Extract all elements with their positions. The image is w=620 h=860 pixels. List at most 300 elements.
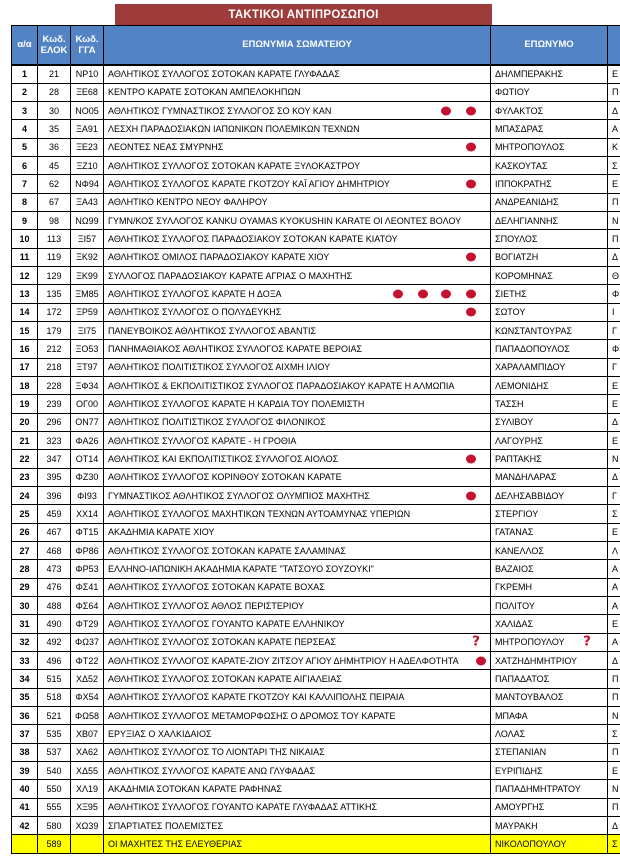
surname-text: ΣΤΕΠΑΝΙΑΝ (495, 747, 547, 758)
cell-surname (491, 706, 608, 724)
table-row (12, 377, 620, 395)
cell-index: 22 (12, 450, 38, 468)
cell-cutoff-fragment: Α (608, 120, 620, 138)
cell-cutoff-fragment: Σ (608, 505, 620, 523)
table-row (12, 670, 620, 688)
surname-text: ΠΑΠΑΔΟΠΟΥΛΟΣ (495, 344, 570, 355)
cell-cutoff-fragment: Ε (608, 395, 620, 413)
club-name-text: ΓΥΜΝΑΣΤΙΚΟΣ ΑΘΛΗΤΙΚΟΣ ΣΥΛΛΟΓΟΣ ΟΛΥΜΠΙΟΣ ΜΑΧΗΤΗΣ (108, 490, 370, 501)
cell-cutoff-fragment: Ε (608, 65, 620, 83)
cell-elok-code: 589 (38, 835, 71, 854)
cell-club-name (104, 432, 491, 450)
column-header-surname: ΕΠΩΝΥΜΟ (491, 26, 608, 66)
cell-club-name (104, 377, 491, 395)
surname-text: ΜΗΤΡΟΠΟΥΛΟΥ (495, 637, 565, 648)
club-name-text: ΑΘΛΗΤΙΚΟΣ ΣΥΛΛΟΓΟΣ ΜΕΤΑΜΟΡΦΩΣΗΣ Ο ΔΡΟΜΟΣ ΤΟΥ ΚΑΡΑΤΕ (108, 710, 396, 721)
surname-text: ΛΕΜΟΝΙΔΗΣ (495, 380, 549, 391)
cell-surname (491, 725, 608, 743)
cell-index: 21 (12, 432, 38, 450)
cell-surname (491, 652, 608, 670)
cell-gga-code: ΧΧ14 (71, 505, 104, 523)
cell-elok-code: 492 (38, 633, 71, 651)
club-name-text: ΚΕΝΤΡΟ ΚΑΡΑΤΕ ΣΟΤΟΚΑΝ ΑΜΠΕΛΟΚΗΠΩΝ (108, 87, 301, 98)
cell-cutoff-fragment: Κ (608, 138, 620, 156)
cell-gga-code: ΦΤ15 (71, 523, 104, 541)
cell-gga-code: ΧΑ62 (71, 743, 104, 761)
table-row (12, 468, 620, 486)
cell-cutoff-fragment: Π (608, 230, 620, 248)
cell-index (12, 835, 38, 854)
cell-surname (491, 468, 608, 486)
cell-gga-code: ΦΩ37 (71, 633, 104, 651)
cell-surname (491, 450, 608, 468)
club-name-text: ΑΘΛΗΤΙΚΟΣ ΣΥΛΛΟΓΟΣ ΣΟΤΟΚΑΝ ΚΑΡΑΤΕ ΣΑΛΑΜΙΝΑΣ (108, 545, 346, 556)
table-row (12, 798, 620, 816)
cell-elok-code: 488 (38, 597, 71, 615)
cell-index: 11 (12, 248, 38, 266)
cell-index: 30 (12, 597, 38, 615)
cell-elok-code: 67 (38, 193, 71, 211)
table-row (12, 303, 620, 321)
cell-index: 37 (12, 725, 38, 743)
red-dot-marker (393, 290, 403, 299)
cell-surname (491, 615, 608, 633)
cell-gga-code: ΦΧ54 (71, 688, 104, 706)
cell-index: 36 (12, 706, 38, 724)
surname-text: ΔΕΛΗΣΑΒΒΙΔΟΥ (495, 490, 565, 501)
cell-cutoff-fragment: Π (608, 688, 620, 706)
table-row (12, 413, 620, 431)
cell-elok-code: 98 (38, 212, 71, 230)
cell-surname (491, 523, 608, 541)
club-name-text: ΑΘΛΗΤΙΚΟΣ ΣΥΛΛΟΓΟΣ ΓΟΥΑΝΤΟ ΚΑΡΑΤΕ ΕΛΛΗΝΙΚΟΥ (108, 619, 345, 629)
table-row (12, 212, 620, 230)
club-name-text: ΟΙ ΜΑΧΗΤΕΣ ΤΗΣ ΕΛΕΥΘΕΡΙΑΣ (108, 839, 243, 850)
cell-cutoff-fragment: Γ (608, 358, 620, 376)
club-name-text: ΣΥΛΛΟΓΟΣ ΠΑΡΑΔΟΣΙΑΚΟΥ ΚΑΡΑΤΕ ΑΓΡΙΑΣ Ο ΜΑΧΗΤΗΣ (108, 270, 353, 281)
cell-cutoff-fragment: Σ (608, 157, 620, 175)
club-name-text: ΑΘΛΗΤΙΚΟΣ ΠΟΛΙΤΙΣΤΙΚΟΣ ΣΥΛΛΟΓΟΣ ΦΙΛΟΝΙΚΟΣ (108, 417, 326, 428)
cell-elok-code: 21 (38, 65, 71, 83)
cell-index: 6 (12, 157, 38, 175)
cell-cutoff-fragment: Α (608, 597, 620, 615)
column-header-gga-code: Κωδ. ΓΓΑ (71, 26, 104, 66)
cell-club-name (104, 102, 491, 120)
table-row (12, 523, 620, 541)
club-name-text: ΛΕΟΝΤΕΣ ΝΕΑΣ ΣΜΥΡΝΗΣ (108, 142, 224, 153)
red-dot-marker (466, 253, 476, 262)
cell-cutoff-fragment: Ν (608, 450, 620, 468)
cell-surname (491, 505, 608, 523)
cell-elok-code: 395 (38, 468, 71, 486)
cell-gga-code: ΞΑ43 (71, 193, 104, 211)
table-row (12, 688, 620, 706)
surname-text: ΚΑΣΚΟΥΤΑΣ (495, 160, 548, 171)
cell-club-name (104, 322, 491, 340)
cell-club-name (104, 120, 491, 138)
table-row (12, 761, 620, 779)
cell-club-name (104, 230, 491, 248)
cell-surname (491, 395, 608, 413)
cell-gga-code: ΦΣ64 (71, 597, 104, 615)
red-dot-marker (466, 308, 476, 317)
surname-text: ΓΑΤΑΝΑΣ (495, 527, 534, 538)
red-dot-marker (466, 290, 476, 299)
cell-gga-code: ΟΓ00 (71, 395, 104, 413)
cell-index: 24 (12, 487, 38, 505)
column-header-cutoff (608, 26, 620, 66)
cell-cutoff-fragment: Α (608, 560, 620, 578)
cell-club-name (104, 725, 491, 743)
header-row (12, 26, 620, 66)
cell-elok-code: 45 (38, 157, 71, 175)
table-row (12, 120, 620, 138)
red-dot-marker (466, 455, 476, 464)
cell-surname (491, 358, 608, 376)
cell-elok-code: 172 (38, 303, 71, 321)
cell-surname (491, 578, 608, 596)
cell-index: 14 (12, 303, 38, 321)
cell-gga-code: ΞΚ92 (71, 248, 104, 266)
cell-elok-code: 239 (38, 395, 71, 413)
table-row (12, 65, 620, 83)
cell-index: 23 (12, 468, 38, 486)
cell-gga-code: ΞΦ34 (71, 377, 104, 395)
cell-index: 4 (12, 120, 38, 138)
table-row (12, 743, 620, 761)
cell-index: 2 (12, 83, 38, 101)
cell-elok-code: 35 (38, 120, 71, 138)
club-name-text: ΑΚΑΔΗΜΙΑ ΣΟΤΟΚΑΝ ΚΑΡΑΤΕ ΡΑΦΗΝΑΣ (108, 783, 282, 794)
cell-index: 38 (12, 743, 38, 761)
cell-club-name (104, 413, 491, 431)
cell-club-name (104, 267, 491, 285)
cell-index: 18 (12, 377, 38, 395)
cell-gga-code: ΞΡ59 (71, 303, 104, 321)
cell-index: 31 (12, 615, 38, 633)
cell-elok-code: 537 (38, 743, 71, 761)
table-row (12, 542, 620, 560)
red-question-mark: ? (583, 633, 591, 650)
cell-cutoff-fragment: Ν (608, 780, 620, 798)
cell-cutoff-fragment: Δ (608, 413, 620, 431)
surname-text: ΠΑΠΑΔΑΤΟΣ (495, 673, 550, 684)
cell-gga-code: ΞΚ99 (71, 267, 104, 285)
cell-club-name (104, 248, 491, 266)
surname-text: ΠΟΛΙΤΟΥ (495, 600, 535, 611)
cell-surname (491, 175, 608, 193)
cell-cutoff-fragment: Π (608, 193, 620, 211)
cell-club-name (104, 395, 491, 413)
cell-cutoff-fragment: Γ (608, 322, 620, 340)
surname-text: ΣΥΛΙΒΟΥ (495, 417, 534, 428)
cell-club-name (104, 615, 491, 633)
table-row (12, 138, 620, 156)
cell-surname (491, 798, 608, 816)
red-dot-marker (441, 106, 451, 115)
table-row (12, 157, 620, 175)
cell-elok-code: 515 (38, 670, 71, 688)
surname-text: ΜΠΑΦΑ (495, 710, 528, 721)
cell-elok-code: 347 (38, 450, 71, 468)
surname-text: ΒΑΖΑΙΟΣ (495, 564, 534, 575)
cell-cutoff-fragment: Ι (608, 303, 620, 321)
cell-club-name (104, 688, 491, 706)
cell-club-name (104, 560, 491, 578)
cell-club-name (104, 193, 491, 211)
surname-text: ΣΙΕΤΗΣ (495, 289, 527, 300)
cell-elok-code: 535 (38, 725, 71, 743)
red-dot-marker (466, 143, 476, 152)
table-title-banner (115, 4, 492, 25)
cell-elok-code: 129 (38, 267, 71, 285)
cell-gga-code: ΧΩ39 (71, 816, 104, 834)
cell-gga-code: ΞΕ23 (71, 138, 104, 156)
cell-elok-code: 396 (38, 487, 71, 505)
cell-club-name (104, 816, 491, 834)
cell-gga-code: ΦΙ93 (71, 487, 104, 505)
cell-index: 19 (12, 395, 38, 413)
club-name-text: ΛΕΣΧΗ ΠΑΡΑΔΟΣΙΑΚΩΝ ΙΑΠΩΝΙΚΩΝ ΠΟΛΕΜΙΚΩΝ ΤΕΧΝΩΝ (108, 124, 360, 135)
surname-text: ΜΑΝΤΟΥΒΑΛΟΣ (495, 692, 564, 703)
cell-gga-code: ΦΣ41 (71, 578, 104, 596)
cell-club-name (104, 65, 491, 83)
surname-text: ΛΑΓΟΥΡΗΣ (495, 435, 543, 446)
club-name-text: ΑΘΛΗΤΙΚΟΣ ΣΥΛΛΟΓΟΣ ΣΟΤΟΚΑΝ ΚΑΡΑΤΕ ΑΙΓΙΑΛΕΙΑΣ (108, 673, 342, 684)
cell-cutoff-fragment: Α (608, 578, 620, 596)
cell-gga-code: ΞΙ75 (71, 322, 104, 340)
surname-text: ΑΝΔΡΕΑΝΙΔΗΣ (495, 197, 559, 208)
cell-gga-code: ΝΡ10 (71, 65, 104, 83)
cell-elok-code: 113 (38, 230, 71, 248)
cell-index: 10 (12, 230, 38, 248)
table-row (12, 285, 620, 303)
table-row (12, 578, 620, 596)
cell-gga-code: ΞΤ97 (71, 358, 104, 376)
cell-gga-code: ΧΞ95 (71, 798, 104, 816)
cell-cutoff-fragment: Ε (608, 523, 620, 541)
cell-gga-code: ΧΔ52 (71, 670, 104, 688)
surname-text: ΜΗΤΡΟΠΟΥΛΟΣ (495, 142, 565, 153)
table-row (12, 230, 620, 248)
cell-index: 9 (12, 212, 38, 230)
club-name-text: ΕΛΛΗΝΟ-ΙΑΠΩΝΙΚΗ ΑΚΑΔΗΜΙΑ ΚΑΡΑΤΕ "ΤΑΤΣΟΥΟ ΣΟΥΖΟΥΚΙ" (108, 564, 374, 575)
surname-text: ΣΩΤΟΥ (495, 307, 526, 318)
cell-elok-code: 296 (38, 413, 71, 431)
cell-club-name (104, 761, 491, 779)
surname-text: ΧΑΤΖΗΔΗΜΗΤΡΙΟΥ (495, 655, 578, 666)
cell-gga-code (71, 835, 104, 854)
cell-cutoff-fragment: Δ (608, 816, 620, 834)
cell-club-name (104, 798, 491, 816)
surname-text: ΠΑΠΑΔΗΜΗΤΡΑΤΟΥ (495, 783, 581, 794)
cell-surname (491, 102, 608, 120)
cell-index: 26 (12, 523, 38, 541)
cell-surname (491, 138, 608, 156)
table-row (12, 248, 620, 266)
cell-surname (491, 835, 608, 854)
cell-gga-code: ΦΤ29 (71, 615, 104, 633)
cell-index: 42 (12, 816, 38, 834)
cell-cutoff-fragment: Σ (608, 725, 620, 743)
cell-index: 5 (12, 138, 38, 156)
cell-index: 25 (12, 505, 38, 523)
cell-elok-code: 212 (38, 340, 71, 358)
cell-elok-code: 468 (38, 542, 71, 560)
cell-club-name (104, 780, 491, 798)
club-name-text: ΑΘΛΗΤΙΚΟΣ ΣΥΛΛΟΓΟΣ ΜΑΧΗΤΙΚΩΝ ΤΕΧΝΩΝ ΑΥΤΟΑΜΥΝΑΣ ΥΠΕΡΙΩΝ (108, 509, 411, 520)
surname-text: ΤΑΣΣΗ (495, 399, 524, 410)
table-row (12, 322, 620, 340)
page-title: ΤΑΚΤΙΚΟΙ ΑΝΤΙΠΡΟΣΩΠΟΙ (228, 8, 379, 21)
cell-index: 41 (12, 798, 38, 816)
surname-text: ΙΠΠΟΚΡΑΤΗΣ (495, 179, 552, 190)
cell-cutoff-fragment: Φ (608, 285, 620, 303)
club-name-text: ΑΘΛΗΤΙΚΟΣ ΠΟΛΙΤΙΣΤΙΚΟΣ ΣΥΛΛΟΓΟΣ ΑΙΧΜΗ ΙΛΙΟΥ (108, 362, 331, 373)
cell-club-name (104, 523, 491, 541)
cell-index: 1 (12, 65, 38, 83)
cell-surname (491, 340, 608, 358)
cell-club-name (104, 285, 491, 303)
cell-cutoff-fragment: Φ (608, 340, 620, 358)
cell-club-name (104, 212, 491, 230)
club-name-text: ΑΘΛΗΤΙΚΟΣ ΣΥΛΛΟΓΟΣ ΚΑΡΑΤΕ - Η ΓΡΟΘΙΑ (108, 435, 297, 446)
cell-surname (491, 743, 608, 761)
cell-gga-code: ΞΖ10 (71, 157, 104, 175)
cell-club-name (104, 358, 491, 376)
cell-index: 13 (12, 285, 38, 303)
club-name-text: ΑΘΛΗΤΙΚΟΣ ΣΥΛΛΟΓΟΣ ΤΟ ΛΙΟΝΤΑΡΙ ΤΗΣ ΝΙΚΑΙΑΣ (108, 747, 325, 758)
surname-text: ΝΙΚΟΛΟΠΟΥΛΟΥ (495, 839, 567, 850)
cell-elok-code: 135 (38, 285, 71, 303)
cell-cutoff-fragment: Π (608, 743, 620, 761)
representatives-table (11, 25, 620, 854)
cell-club-name (104, 157, 491, 175)
red-dot-marker (466, 491, 476, 500)
cell-elok-code: 476 (38, 578, 71, 596)
club-name-text: ΑΘΛΗΤΙΚΟΣ ΣΥΛΛΟΓΟΣ ΠΑΡΑΔΟΣΙΑΚΟΥ ΣΟΤΟΚΑΝ ΚΑΡΑΤΕ ΚΙΑΤΟΥ (108, 234, 398, 245)
club-name-text: ΑΘΛΗΤΙΚΟΣ ΣΥΛΛΟΓΟΣ ΣΟΤΟΚΑΝ ΚΑΡΑΤΕ ΞΥΛΟΚΑΣΤΡΟΥ (108, 160, 361, 171)
surname-text: ΑΜΟΥΡΓΗΣ (495, 802, 545, 813)
cell-elok-code: 179 (38, 322, 71, 340)
cell-elok-code: 521 (38, 706, 71, 724)
cell-club-name (104, 340, 491, 358)
table-row (12, 83, 620, 101)
cell-elok-code: 555 (38, 798, 71, 816)
column-header-index: α/α (12, 26, 38, 66)
cell-cutoff-fragment: Ε (608, 615, 620, 633)
table-row (12, 487, 620, 505)
cell-surname (491, 633, 608, 651)
cell-index: 20 (12, 413, 38, 431)
table-row (12, 633, 620, 651)
table-row (12, 175, 620, 193)
cell-index: 40 (12, 780, 38, 798)
cell-surname (491, 248, 608, 266)
club-name-text: ΑΘΛΗΤΙΚΟΣ ΣΥΛΛΟΓΟΣ ΣΟΤΟΚΑΝ ΚΑΡΑΤΕ ΒΟΧΑΣ (108, 582, 325, 593)
cell-elok-code: 119 (38, 248, 71, 266)
cell-club-name (104, 743, 491, 761)
cell-index: 8 (12, 193, 38, 211)
cell-index: 34 (12, 670, 38, 688)
surname-text: ΜΠΑΣΔΡΑΣ (495, 124, 544, 135)
club-name-text: ΕΡΥΞΙΑΣ Ο ΧΑΛΚΙΔΑΙΟΣ (108, 728, 212, 739)
red-dot-marker (441, 290, 451, 299)
surname-text: ΔΗΛΜΠΕΡΑΚΗΣ (495, 69, 563, 80)
cell-cutoff-fragment: Π (608, 670, 620, 688)
cell-cutoff-fragment: Δ (608, 468, 620, 486)
cell-index: 33 (12, 652, 38, 670)
cell-index: 17 (12, 358, 38, 376)
cell-surname (491, 193, 608, 211)
cell-cutoff-fragment: Ν (608, 212, 620, 230)
cell-cutoff-fragment: Δ (608, 102, 620, 120)
cell-elok-code: 490 (38, 615, 71, 633)
cell-gga-code: ΦΖ30 (71, 468, 104, 486)
cell-surname (491, 816, 608, 834)
club-name-text: ΠΑΝΗΜΑΘΙΑΚΟΣ ΑΘΛΗΤΙΚΟΣ ΣΥΛΛΟΓΟΣ ΚΑΡΑΤΕ ΒΕΡΟΙΑΣ (108, 344, 363, 355)
cell-gga-code: ΧΛ19 (71, 780, 104, 798)
red-dot-marker (466, 180, 476, 189)
club-name-text: ΑΘΛΗΤΙΚΟΣ ΣΥΛΛΟΓΟΣ ΑΘΛΟΣ ΠΕΡΙΣΤΕΡΙΟΥ (108, 600, 305, 611)
cell-surname (491, 83, 608, 101)
table-row (12, 816, 620, 834)
cell-surname (491, 670, 608, 688)
cell-elok-code: 62 (38, 175, 71, 193)
cell-cutoff-fragment: Ε (608, 761, 620, 779)
cell-index: 16 (12, 340, 38, 358)
highlighted-footer-row (12, 835, 620, 854)
club-name-text: ΑΘΛΗΤΙΚΟ ΚΕΝΤΡΟ ΝΕΟΥ ΦΑΛΗΡΟΥ (108, 197, 268, 208)
surname-text: ΕΥΡΙΠΙΔΗΣ (495, 765, 543, 776)
cell-cutoff-fragment: Α (608, 633, 620, 651)
cell-index: 28 (12, 560, 38, 578)
cell-gga-code: ΞΕ68 (71, 83, 104, 101)
club-name-text: ΠΑΝΕΥΒΟΙΚΟΣ ΑΘΛΗΤΙΚΟΣ ΣΥΛΛΟΓΟΣ ΑΒΑΝΤΙΣ (108, 325, 317, 336)
cell-surname (491, 487, 608, 505)
cell-club-name (104, 83, 491, 101)
red-dot-marker (466, 106, 476, 115)
cell-cutoff-fragment: Π (608, 83, 620, 101)
table-row (12, 193, 620, 211)
cell-elok-code: 459 (38, 505, 71, 523)
surname-text: ΡΑΠΤΑΚΗΣ (495, 454, 542, 465)
cell-cutoff-fragment: Σ (608, 835, 620, 854)
club-name-text: ΑΘΛΗΤΙΚΟΣ ΣΥΛΛΟΓΟΣ ΚΑΡΑΤΕ ΓΚΟΤΖΟΥ ΚΑΙ ΚΑΛΛΙΠΟΛΗΣ ΠΕΙΡΑΙΑ (108, 692, 405, 703)
cell-gga-code: ΞΙ57 (71, 230, 104, 248)
cell-gga-code: ΧΔ55 (71, 761, 104, 779)
surname-text: ΣΠΟΥΛΟΣ (495, 234, 538, 245)
cell-gga-code: ΦΩ58 (71, 706, 104, 724)
table-row (12, 597, 620, 615)
table-row (12, 432, 620, 450)
cell-club-name (104, 670, 491, 688)
cell-club-name (104, 835, 491, 854)
cell-elok-code: 228 (38, 377, 71, 395)
surname-text: ΧΑΛΙΔΑΣ (495, 619, 534, 629)
cell-surname (491, 780, 608, 798)
table-row (12, 450, 620, 468)
cell-club-name (104, 706, 491, 724)
club-name-text: ΑΘΛΗΤΙΚΟΣ ΓΥΜΝΑΣΤΙΚΟΣ ΣΥΛΛΟΓΟΣ ΣΟ ΚΟΥ ΚΑΝ (108, 105, 332, 116)
table-row (12, 652, 620, 670)
cell-elok-code: 36 (38, 138, 71, 156)
cell-elok-code: 218 (38, 358, 71, 376)
cell-surname (491, 65, 608, 83)
cell-gga-code: ΞΑ91 (71, 120, 104, 138)
cell-surname (491, 560, 608, 578)
cell-index: 35 (12, 688, 38, 706)
